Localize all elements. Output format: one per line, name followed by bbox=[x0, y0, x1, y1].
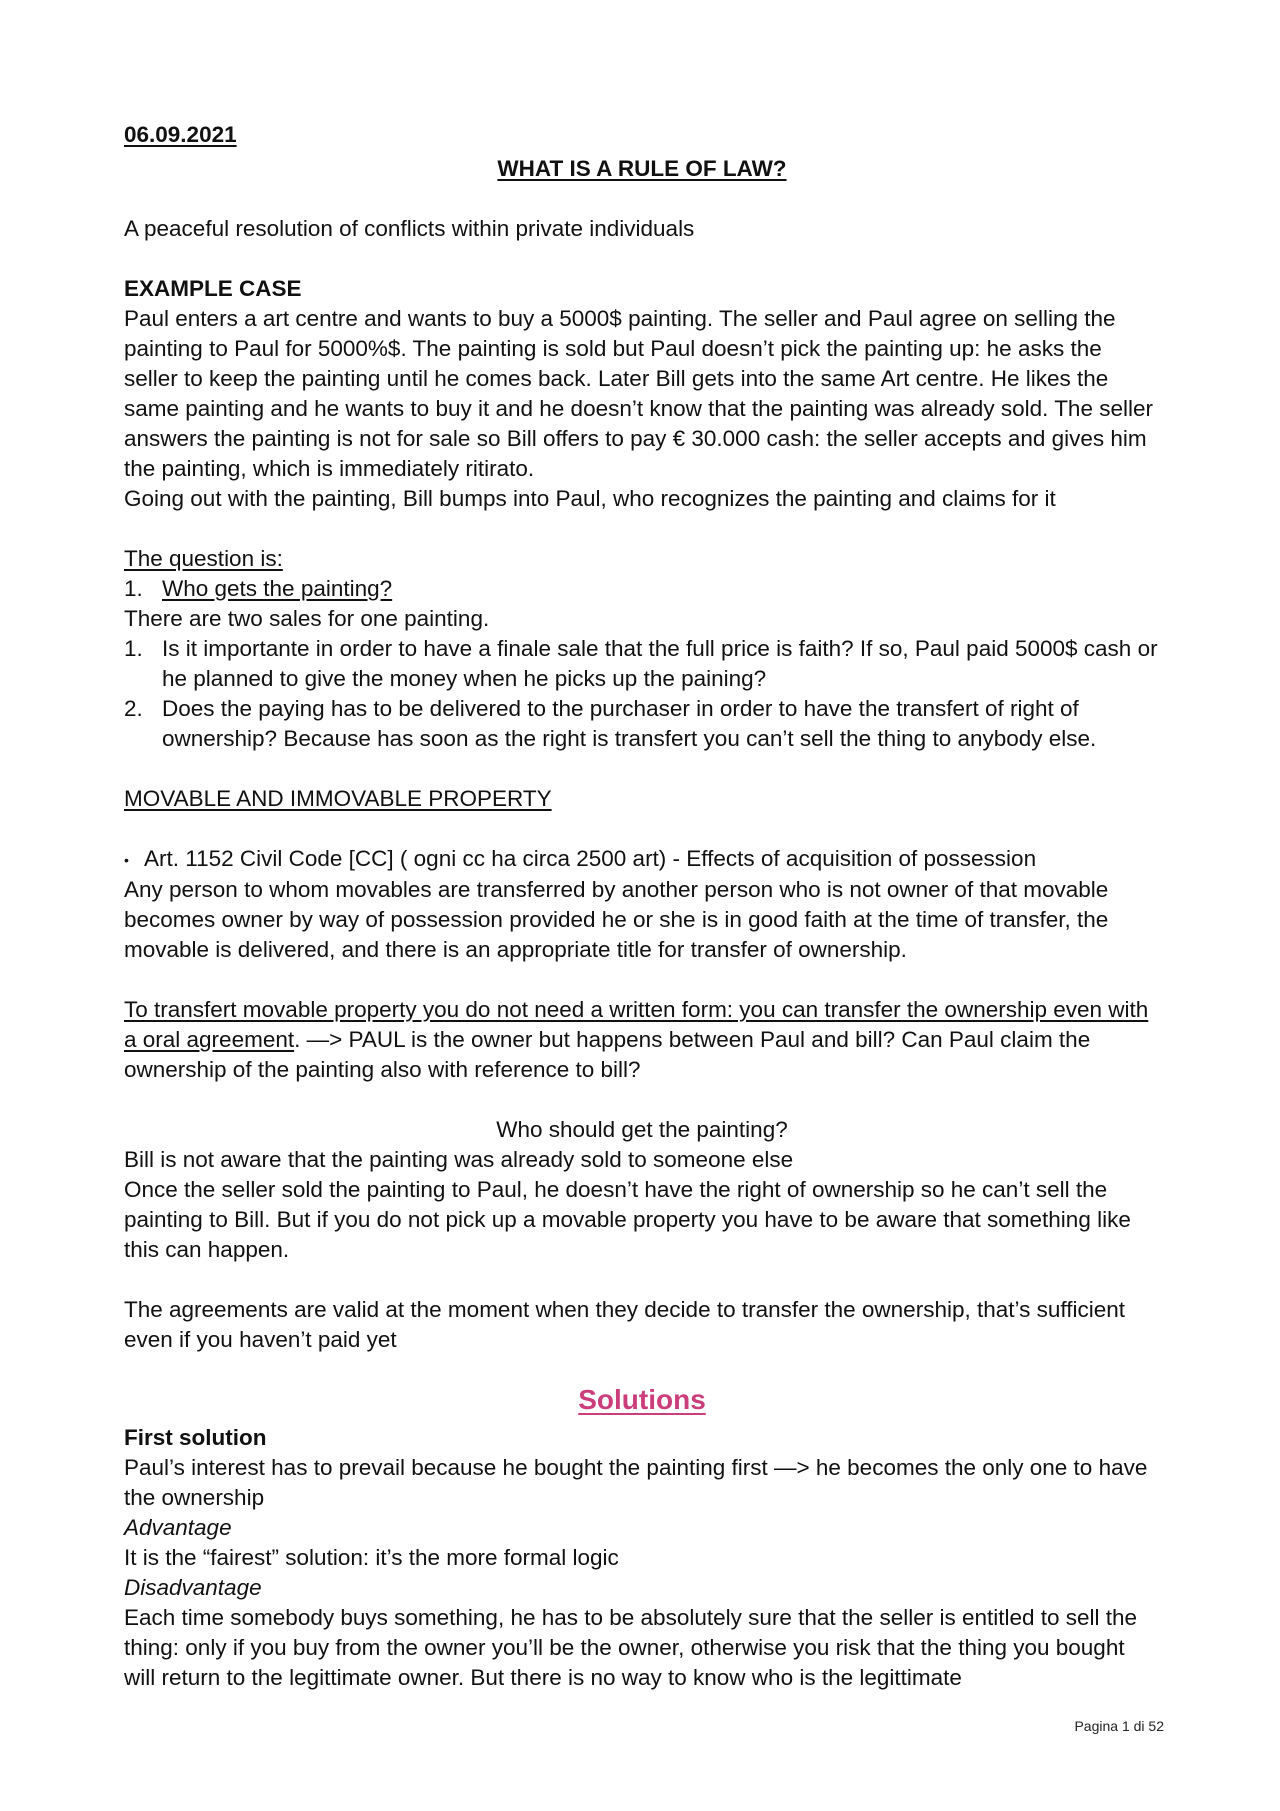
question-note: There are two sales for one painting. bbox=[124, 606, 490, 631]
article-title: Art. 1152 Civil Code [CC] ( ogni cc ha circa 2500 art) - Effects of acquisition of possession bbox=[144, 846, 1037, 871]
intro-text: A peaceful resolution of conflicts within private individuals bbox=[124, 216, 695, 241]
sub-question-text: Is it importante in order to have a finale sale that the full price is faith? If so, Paul paid 5000$ cash or he planned to give the money when he picks up the paining? bbox=[162, 636, 1158, 691]
example-heading: EXAMPLE CASE bbox=[124, 276, 302, 301]
bullet-icon: • bbox=[124, 852, 129, 869]
question-text: Who gets the painting? bbox=[162, 576, 393, 601]
property-heading: MOVABLE AND IMMOVABLE PROPERTY bbox=[124, 786, 552, 811]
document-title: WHAT IS A RULE OF LAW? bbox=[497, 156, 787, 181]
document-date: 06.09.2021 bbox=[124, 122, 237, 147]
sub-question-item bbox=[124, 694, 1160, 754]
who-should-line: Who should get the painting? bbox=[496, 1117, 788, 1143]
bill-line: Bill is not aware that the painting was already sold to someone else bbox=[124, 1147, 794, 1173]
article-text: Any person to whom movables are transferred by another person who is not owner of that movable becomes owner by way of possession provided he or she is in good faith at the time of transfer, the movable is delivered, and there is an appropriate title for transfer of ownership. bbox=[124, 877, 1109, 963]
question-item bbox=[124, 574, 1160, 604]
transfer-rest: . —> PAUL is the owner but happens between Paul and bill? Can Paul claim the ownership of the painting also with reference to bill? bbox=[124, 1027, 1091, 1083]
disadvantage-text: Each time somebody buys something, he has to be absolutely sure that the seller is entitled to sell the thing: only if you buy from the owner you’ll be the owner, otherwise you risk that the thing you bought will return to the legittimate owner. But there is no way to know who is the legittimate bbox=[124, 1605, 1138, 1691]
sub-question-item bbox=[124, 634, 1160, 694]
example-paragraph: Paul enters a art centre and wants to buy a 5000$ painting. The seller and Paul agree on selling the painting to Paul for 5000%$. The painting is sold but Paul doesn’t pick the painting up: he asks the seller to keep the painting until he comes back. Later Bill gets into the same Art centre. He likes the same painting and he wants to buy it and he doesn’t know that the painting was already sold. The seller answers the painting is not for sale so Bill offers to pay € 30.000 cash: the seller accepts and gives him the painting, which is immediately ritirato. bbox=[124, 306, 1153, 481]
question-list bbox=[124, 574, 1160, 604]
first-solution-text: Paul’s interest has to prevail because he bought the painting first —> he becomes the only one to have the ownership bbox=[124, 1455, 1148, 1511]
transfer-paragraph bbox=[124, 995, 1160, 1085]
question-number: 1. bbox=[124, 576, 143, 601]
advantage-text: It is the “fairest” solution: it’s the more formal logic bbox=[124, 1545, 619, 1571]
once-paragraph: Once the seller sold the painting to Paul, he doesn’t have the right of ownership so he can’t sell the painting to Bill. But if you do not pick up a movable property you have to be aware that something like this can happen. bbox=[124, 1177, 1131, 1263]
example-paragraph-2: Going out with the painting, Bill bumps into Paul, who recognizes the painting and claims for it bbox=[124, 486, 1056, 511]
agreements-paragraph: The agreements are valid at the moment when they decide to transfer the ownership, that’s sufficient even if you haven’t paid yet bbox=[124, 1297, 1125, 1353]
first-solution-heading: First solution bbox=[124, 1425, 267, 1451]
article-line bbox=[124, 844, 1160, 875]
sub-question-number: 1. bbox=[124, 636, 143, 661]
advantage-label: Advantage bbox=[124, 1515, 232, 1541]
transfer-underlined: To transfert movable property you do not need a written form: you can transfer the ownership even with a oral agreement bbox=[124, 997, 1149, 1053]
page-number: Pagina 1 di 52 bbox=[1074, 1718, 1164, 1734]
solutions-heading: Solutions bbox=[578, 1384, 706, 1416]
sub-question-list bbox=[124, 634, 1160, 754]
question-heading: The question is: bbox=[124, 546, 283, 571]
disadvantage-label: Disadvantage bbox=[124, 1575, 262, 1601]
sub-question-text: Does the paying has to be delivered to the purchaser in order to have the transfert of right of ownership? Because has soon as the right is transfert you can’t sell the thing to anybody else. bbox=[162, 696, 1097, 751]
sub-question-number: 2. bbox=[124, 696, 143, 721]
